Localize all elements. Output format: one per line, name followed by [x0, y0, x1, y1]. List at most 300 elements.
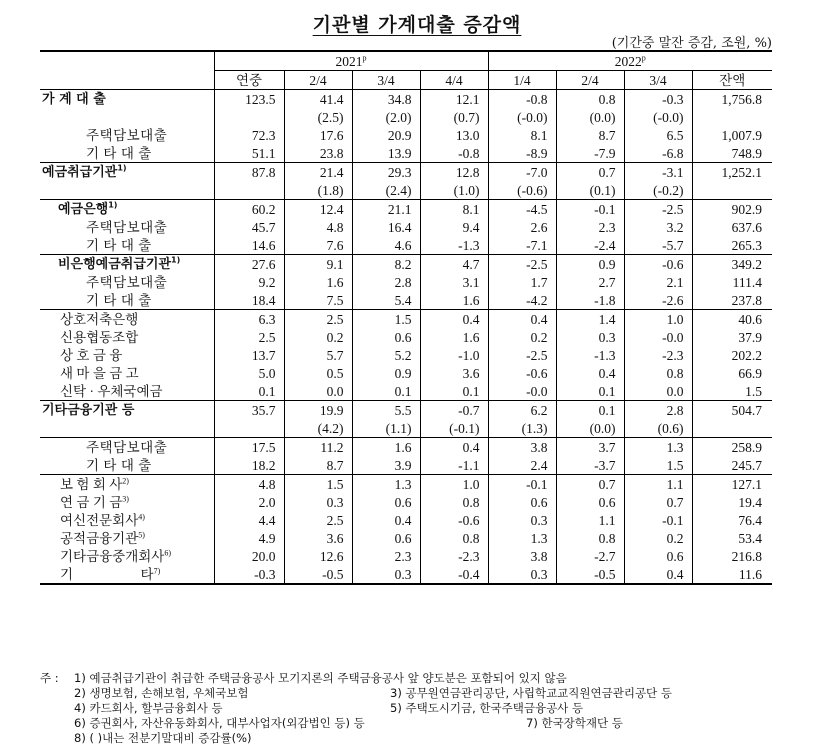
- cell-value: 72.3: [214, 126, 284, 144]
- footnote-6: 6) 증권회사, 자산유동화회사, 대부사업자(외감법인 등) 등: [74, 716, 365, 730]
- cell-value: 504.7: [692, 401, 772, 420]
- cell-value: -0.4: [420, 565, 488, 584]
- cell-value: -0.5: [556, 565, 624, 584]
- cell-value: 4.4: [214, 511, 284, 529]
- cell-value: 0.2: [488, 328, 556, 346]
- cell-value: (0.1): [556, 181, 624, 200]
- header-blank: [40, 51, 214, 90]
- cell-value: 2.3: [556, 218, 624, 236]
- cell-value: 12.8: [420, 163, 488, 182]
- cell-value: [214, 181, 284, 200]
- cell-value: 1.5: [352, 310, 420, 329]
- row-label-text: 연 금 기 금: [60, 494, 123, 510]
- cell-value: 1.5: [624, 456, 692, 475]
- cell-value: 0.6: [352, 328, 420, 346]
- cell-value: -0.1: [488, 475, 556, 494]
- table-row: [40, 511, 772, 529]
- cell-value: 13.9: [352, 144, 420, 163]
- cell-value: 0.3: [352, 565, 420, 584]
- cell-value: 3.8: [488, 438, 556, 457]
- cell-value: (1.1): [352, 419, 420, 438]
- table-row: [40, 144, 772, 163]
- cell-value: 0.8: [624, 364, 692, 382]
- cell-value: 9.2: [214, 273, 284, 291]
- cell-value: 2.8: [624, 401, 692, 420]
- cell-value: 0.6: [556, 493, 624, 511]
- row-label-text: 기타금융중개회사: [60, 548, 165, 564]
- table-row: [40, 456, 772, 475]
- cell-value: 66.9: [692, 364, 772, 382]
- col-header: 1/4: [488, 71, 556, 90]
- cell-value: -7.1: [488, 236, 556, 255]
- row-label-text: 예금은행: [58, 201, 109, 217]
- cell-value: 2.5: [284, 310, 352, 329]
- header-row-years: [40, 51, 772, 71]
- cell-value: (0.6): [624, 419, 692, 438]
- cell-value: 6.2: [488, 401, 556, 420]
- cell-value: (1.0): [420, 181, 488, 200]
- cell-value: 0.6: [624, 547, 692, 565]
- cell-value: 1.3: [352, 475, 420, 494]
- table-row: [40, 273, 772, 291]
- cell-value: 0.6: [488, 493, 556, 511]
- table-row: [40, 200, 772, 219]
- cell-value: -0.0: [488, 382, 556, 401]
- row-label: [40, 438, 214, 457]
- row-label: [40, 90, 214, 109]
- row-label: [40, 547, 214, 565]
- cell-value: 0.3: [284, 493, 352, 511]
- cell-value: 35.7: [214, 401, 284, 420]
- cell-value: 8.1: [488, 126, 556, 144]
- row-label-text: 예금취급기관: [42, 164, 118, 180]
- cell-value: -0.3: [624, 90, 692, 109]
- cell-value: 1,252.1: [692, 163, 772, 182]
- table-row: [40, 126, 772, 144]
- row-label: [40, 364, 214, 382]
- cell-value: -2.5: [488, 346, 556, 364]
- cell-value: [214, 108, 284, 126]
- cell-value: [692, 108, 772, 126]
- row-label-footnote: 7): [153, 566, 161, 575]
- cell-value: 60.2: [214, 200, 284, 219]
- table-row: [40, 364, 772, 382]
- cell-value: 9.4: [420, 218, 488, 236]
- cell-value: (0.7): [420, 108, 488, 126]
- cell-value: 1.6: [420, 328, 488, 346]
- cell-value: 0.7: [624, 493, 692, 511]
- cell-value: 0.3: [488, 565, 556, 584]
- row-label: [40, 126, 214, 144]
- cell-value: 0.0: [624, 382, 692, 401]
- cell-value: 0.8: [420, 529, 488, 547]
- footnotes: [40, 671, 800, 746]
- row-label-text: 주택담보대출: [86, 274, 168, 290]
- cell-value: [214, 419, 284, 438]
- col-header: 3/4: [624, 71, 692, 90]
- cell-value: -0.1: [624, 511, 692, 529]
- cell-value: 2.0: [214, 493, 284, 511]
- cell-value: 0.4: [556, 364, 624, 382]
- cell-value: 3.9: [352, 456, 420, 475]
- cell-value: 76.4: [692, 511, 772, 529]
- table-row: [40, 236, 772, 255]
- row-label-text: 상 호 금 융: [60, 347, 123, 363]
- footnote-1: 1) 예금취급기관이 취급한 주택금융공사 모기지론의 주택금융공사 앞 양도분은 포함되어 있지 않음: [74, 671, 567, 685]
- cell-value: 8.7: [284, 456, 352, 475]
- cell-value: 0.0: [284, 382, 352, 401]
- table-row: [40, 310, 772, 329]
- cell-value: 0.7: [556, 163, 624, 182]
- cell-value: (2.4): [352, 181, 420, 200]
- cell-value: 2.7: [556, 273, 624, 291]
- cell-value: 6.3: [214, 310, 284, 329]
- col-header: 2/4: [284, 71, 352, 90]
- cell-value: 0.4: [488, 310, 556, 329]
- cell-value: -0.8: [488, 90, 556, 109]
- cell-value: 0.8: [556, 90, 624, 109]
- cell-value: 19.9: [284, 401, 352, 420]
- row-label-text: 보 험 회 사: [60, 476, 123, 492]
- cell-value: 6.5: [624, 126, 692, 144]
- cell-value: 5.4: [352, 291, 420, 310]
- cell-value: 0.4: [352, 511, 420, 529]
- cell-value: 4.6: [352, 236, 420, 255]
- cell-value: (1.3): [488, 419, 556, 438]
- table-row: [40, 438, 772, 457]
- cell-value: -2.5: [488, 255, 556, 274]
- cell-value: 0.2: [284, 328, 352, 346]
- cell-value: 1.4: [556, 310, 624, 329]
- cell-value: (-0.2): [624, 181, 692, 200]
- cell-value: 0.6: [352, 529, 420, 547]
- row-label: [40, 218, 214, 236]
- cell-value: -6.8: [624, 144, 692, 163]
- cell-value: 0.1: [556, 382, 624, 401]
- header-year-2021: 2021$^p$: [214, 51, 488, 71]
- row-label: [40, 181, 214, 200]
- col-header: 2/4: [556, 71, 624, 90]
- cell-value: 12.1: [420, 90, 488, 109]
- cell-value: 0.9: [556, 255, 624, 274]
- cell-value: 14.6: [214, 236, 284, 255]
- table-row: [40, 493, 772, 511]
- cell-value: -5.7: [624, 236, 692, 255]
- cell-value: 51.1: [214, 144, 284, 163]
- cell-value: 21.1: [352, 200, 420, 219]
- cell-value: 1.7: [488, 273, 556, 291]
- row-label-text: 신탁 · 우체국예금: [60, 383, 163, 399]
- row-label-text: 주택담보대출: [86, 127, 168, 143]
- cell-value: -0.1: [556, 200, 624, 219]
- cell-value: 0.1: [214, 382, 284, 401]
- cell-value: 7.5: [284, 291, 352, 310]
- row-label-text: 기 타 대 출: [86, 237, 152, 253]
- cell-value: (1.8): [284, 181, 352, 200]
- cell-value: 0.4: [420, 310, 488, 329]
- table-row: [40, 401, 772, 420]
- cell-value: 2.4: [488, 456, 556, 475]
- row-label: [40, 144, 214, 163]
- cell-value: 0.3: [556, 328, 624, 346]
- table-row: [40, 181, 772, 200]
- row-label: [40, 236, 214, 255]
- table-row: [40, 565, 772, 584]
- cell-value: -2.3: [420, 547, 488, 565]
- cell-value: -8.9: [488, 144, 556, 163]
- cell-value: (0.0): [556, 419, 624, 438]
- cell-value: 5.5: [352, 401, 420, 420]
- cell-value: 0.9: [352, 364, 420, 382]
- col-header: 3/4: [352, 71, 420, 90]
- row-label: [40, 255, 214, 274]
- table-row: [40, 529, 772, 547]
- cell-value: 1.0: [420, 475, 488, 494]
- table-row: [40, 163, 772, 182]
- cell-value: 237.8: [692, 291, 772, 310]
- cell-value: 349.2: [692, 255, 772, 274]
- cell-value: 1.1: [624, 475, 692, 494]
- cell-value: 2.3: [352, 547, 420, 565]
- cell-value: 0.1: [556, 401, 624, 420]
- cell-value: -7.9: [556, 144, 624, 163]
- cell-value: 0.1: [420, 382, 488, 401]
- table-row: [40, 382, 772, 401]
- row-label-text: 주택담보대출: [86, 219, 168, 235]
- cell-value: 8.1: [420, 200, 488, 219]
- cell-value: 202.2: [692, 346, 772, 364]
- table-row: [40, 328, 772, 346]
- cell-value: 8.2: [352, 255, 420, 274]
- cell-value: -0.8: [420, 144, 488, 163]
- table-row: [40, 255, 772, 274]
- cell-value: 2.5: [214, 328, 284, 346]
- cell-value: 17.5: [214, 438, 284, 457]
- cell-value: 8.7: [556, 126, 624, 144]
- cell-value: (-0.6): [488, 181, 556, 200]
- cell-value: -1.3: [556, 346, 624, 364]
- cell-value: 1,007.9: [692, 126, 772, 144]
- table-row: [40, 218, 772, 236]
- cell-value: 5.7: [284, 346, 352, 364]
- cell-value: 53.4: [692, 529, 772, 547]
- footnote-4: 4) 카드회사, 할부금융회사 등: [74, 701, 223, 715]
- cell-value: (0.0): [556, 108, 624, 126]
- cell-value: -4.2: [488, 291, 556, 310]
- cell-value: 111.4: [692, 273, 772, 291]
- cell-value: -3.1: [624, 163, 692, 182]
- cell-value: 18.2: [214, 456, 284, 475]
- cell-value: 1.0: [624, 310, 692, 329]
- row-label-text: 기 타 대 출: [86, 145, 152, 161]
- cell-value: -0.5: [284, 565, 352, 584]
- cell-value: 1.6: [420, 291, 488, 310]
- row-label-footnote: 6): [164, 548, 171, 557]
- cell-value: 7.6: [284, 236, 352, 255]
- row-label: [40, 511, 214, 529]
- cell-value: 748.9: [692, 144, 772, 163]
- cell-value: -3.7: [556, 456, 624, 475]
- cell-value: 4.7: [420, 255, 488, 274]
- footnote-5: 5) 주택도시기금, 한국주택금융공사 등: [390, 701, 584, 715]
- footnote-7: 7) 한국장학재단 등: [526, 716, 623, 730]
- cell-value: 0.8: [420, 493, 488, 511]
- cell-value: 0.3: [488, 511, 556, 529]
- cell-value: 4.8: [214, 475, 284, 494]
- cell-value: 19.4: [692, 493, 772, 511]
- cell-value: 5.2: [352, 346, 420, 364]
- table-title: 기관별 가계대출 증감액: [312, 14, 522, 36]
- cell-value: 637.6: [692, 218, 772, 236]
- cell-value: 45.7: [214, 218, 284, 236]
- cell-value: 0.5: [284, 364, 352, 382]
- row-label-text: 신용협동조합: [60, 329, 139, 345]
- row-label: [40, 108, 214, 126]
- row-label-text: 기타금융기관 등: [42, 402, 135, 418]
- col-header: 잔액: [692, 71, 772, 90]
- cell-value: 1,756.8: [692, 90, 772, 109]
- cell-value: 3.8: [488, 547, 556, 565]
- cell-value: 0.7: [556, 475, 624, 494]
- row-label: [40, 346, 214, 364]
- cell-value: -0.7: [420, 401, 488, 420]
- cell-value: 41.4: [284, 90, 352, 109]
- cell-value: 9.1: [284, 255, 352, 274]
- cell-value: 20.9: [352, 126, 420, 144]
- table-row: [40, 547, 772, 565]
- footnote-prefix: 주 :: [40, 671, 59, 685]
- row-label-text: 기 타 대 출: [86, 292, 152, 308]
- row-label-text: 주택담보대출: [86, 439, 168, 455]
- row-label-footnote: 4): [138, 512, 145, 521]
- cell-value: [692, 181, 772, 200]
- cell-value: 12.6: [284, 547, 352, 565]
- cell-value: 2.8: [352, 273, 420, 291]
- cell-value: 3.2: [624, 218, 692, 236]
- table-row: [40, 475, 772, 494]
- cell-value: 0.1: [352, 382, 420, 401]
- row-label: [40, 273, 214, 291]
- row-label: [40, 328, 214, 346]
- table-row: [40, 291, 772, 310]
- cell-value: 1.1: [556, 511, 624, 529]
- cell-value: -2.6: [624, 291, 692, 310]
- cell-value: (2.5): [284, 108, 352, 126]
- row-label: [40, 529, 214, 547]
- cell-value: 27.6: [214, 255, 284, 274]
- row-label-footnote: 1): [171, 255, 181, 265]
- cell-value: 13.0: [420, 126, 488, 144]
- row-label: [40, 163, 214, 182]
- cell-value: 245.7: [692, 456, 772, 475]
- row-label-text: 기 타 대 출: [86, 457, 152, 473]
- cell-value: (-0.1): [420, 419, 488, 438]
- cell-value: 4.8: [284, 218, 352, 236]
- cell-value: -1.1: [420, 456, 488, 475]
- cell-value: 0.4: [624, 565, 692, 584]
- row-label: [40, 419, 214, 438]
- cell-value: 29.3: [352, 163, 420, 182]
- cell-value: (4.2): [284, 419, 352, 438]
- cell-value: 265.3: [692, 236, 772, 255]
- row-label: [40, 456, 214, 475]
- cell-value: -4.5: [488, 200, 556, 219]
- row-label: [40, 493, 214, 511]
- row-label-text: 비은행예금취급기관: [58, 256, 172, 272]
- cell-value: (-0.0): [488, 108, 556, 126]
- row-label-footnote: 5): [138, 530, 145, 539]
- cell-value: 216.8: [692, 547, 772, 565]
- cell-value: 20.0: [214, 547, 284, 565]
- row-label: [40, 310, 214, 329]
- cell-value: 13.7: [214, 346, 284, 364]
- cell-value: 902.9: [692, 200, 772, 219]
- cell-value: -0.6: [488, 364, 556, 382]
- cell-value: 21.4: [284, 163, 352, 182]
- cell-value: 2.6: [488, 218, 556, 236]
- cell-value: -0.6: [420, 511, 488, 529]
- header-year-2022: 2022$^p$: [488, 51, 772, 71]
- cell-value: 1.6: [352, 438, 420, 457]
- cell-value: 3.6: [420, 364, 488, 382]
- cell-value: 23.8: [284, 144, 352, 163]
- cell-value: 16.4: [352, 218, 420, 236]
- cell-value: 11.2: [284, 438, 352, 457]
- row-label-text: 기 타: [60, 566, 154, 582]
- cell-value: 0.4: [420, 438, 488, 457]
- cell-value: 87.8: [214, 163, 284, 182]
- cell-value: -1.8: [556, 291, 624, 310]
- cell-value: 2.5: [284, 511, 352, 529]
- cell-value: 1.5: [692, 382, 772, 401]
- cell-value: -0.0: [624, 328, 692, 346]
- unit-label: (기간중 말잔 증감, 조원, %): [611, 36, 772, 51]
- cell-value: 123.5: [214, 90, 284, 109]
- row-label-text: 여신전문회사: [60, 512, 139, 528]
- cell-value: 258.9: [692, 438, 772, 457]
- row-label-footnote: 3): [122, 494, 129, 503]
- cell-value: 1.5: [284, 475, 352, 494]
- row-label: [40, 565, 214, 584]
- cell-value: 1.3: [488, 529, 556, 547]
- row-label-text: 공적금융기관: [60, 530, 139, 546]
- footnote-3: 3) 공무원연금관리공단, 사립학교교직원연금관리공단 등: [390, 686, 672, 700]
- cell-value: 127.1: [692, 475, 772, 494]
- row-label: [40, 291, 214, 310]
- cell-value: -1.3: [420, 236, 488, 255]
- cell-value: 37.9: [692, 328, 772, 346]
- row-label-text: 새 마 을 금 고: [60, 365, 139, 381]
- cell-value: (-0.0): [624, 108, 692, 126]
- household-loan-table: [40, 50, 772, 585]
- cell-value: 2.1: [624, 273, 692, 291]
- footnote-8: 8) ( )내는 전분기말대비 증감률(%): [74, 731, 252, 745]
- col-header: 4/4: [420, 71, 488, 90]
- cell-value: 18.4: [214, 291, 284, 310]
- cell-value: -0.6: [624, 255, 692, 274]
- row-label: [40, 401, 214, 420]
- cell-value: -2.7: [556, 547, 624, 565]
- table-row: [40, 108, 772, 126]
- row-label-text: 가 계 대 출: [42, 91, 106, 107]
- cell-value: (2.0): [352, 108, 420, 126]
- cell-value: 1.6: [284, 273, 352, 291]
- row-label-footnote: 1): [117, 163, 127, 173]
- col-header: 연중: [214, 71, 284, 90]
- row-label-footnote: 1): [108, 200, 118, 210]
- cell-value: [692, 419, 772, 438]
- cell-value: -2.4: [556, 236, 624, 255]
